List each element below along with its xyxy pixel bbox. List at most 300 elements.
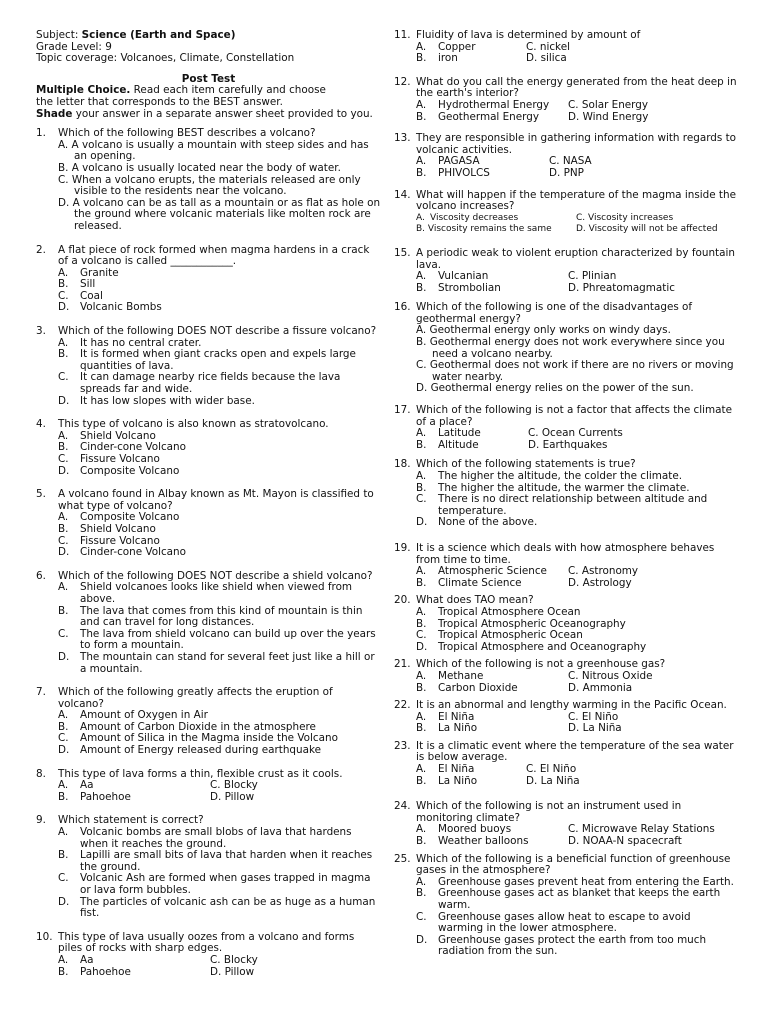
option-d[interactable] bbox=[58, 897, 381, 920]
option-letter: B. bbox=[416, 166, 427, 179]
option-text: Aa bbox=[80, 953, 94, 966]
option-letter: A. bbox=[58, 266, 69, 279]
option-text: Fissure Volcano bbox=[80, 453, 160, 465]
stem-text: Which of the following greatly affects the eruption of volcano? bbox=[58, 686, 333, 710]
question-number: 7. bbox=[36, 686, 46, 699]
question-11 bbox=[394, 30, 739, 65]
option-c[interactable]: C. Viscosity increases bbox=[576, 212, 674, 223]
option-c[interactable]: C. El Niño bbox=[568, 710, 619, 723]
option-text: Pahoehoe bbox=[80, 790, 131, 803]
stem-text: Which of the following is not a factor that affects the climate of a place? bbox=[416, 404, 732, 428]
option-letter: B. bbox=[416, 681, 427, 694]
instr-bold: Shade bbox=[36, 107, 73, 120]
option-letter: A. bbox=[416, 40, 427, 53]
option-d[interactable]: D. La Niña bbox=[526, 774, 580, 787]
question-number: 11. bbox=[394, 29, 411, 41]
option-letter: A. bbox=[416, 155, 427, 168]
option-letter: A. bbox=[58, 779, 69, 792]
question-number: 6. bbox=[36, 569, 46, 582]
option-d[interactable] bbox=[58, 745, 381, 757]
option-letter: A. bbox=[416, 212, 425, 223]
option-text: Methane bbox=[438, 669, 484, 682]
question-number: 22. bbox=[394, 699, 411, 712]
stem-text: What does TAO mean? bbox=[416, 594, 534, 607]
question-number: 8. bbox=[36, 767, 46, 780]
option-letter: A. bbox=[58, 429, 69, 442]
question-number: 5. bbox=[36, 488, 46, 501]
option-b[interactable] bbox=[416, 776, 526, 788]
option-text: There is no direct relationship between altitude and temperature. bbox=[438, 493, 708, 517]
option-letter: B. bbox=[58, 720, 69, 733]
option-letter: B. bbox=[58, 278, 69, 291]
grade-line: Grade Level: 9 bbox=[36, 40, 112, 53]
option-text: Shield volcanoes looks like shield when viewed from above. bbox=[80, 581, 353, 605]
option-text: Amount of Silica in the Magma inside the Volcano bbox=[80, 732, 338, 745]
option-letter: B. bbox=[416, 835, 427, 848]
option-letter: A. bbox=[416, 565, 427, 578]
option-d[interactable]: D. La Niña bbox=[568, 722, 622, 735]
question-number: 13. bbox=[394, 132, 411, 145]
option-text: Carbon Dioxide bbox=[438, 681, 518, 694]
option-b[interactable] bbox=[416, 112, 568, 124]
option-b[interactable]: B. A volcano is usually located near the body of water. bbox=[58, 161, 341, 174]
stem-text: It is an abnormal and lengthy warming in the Pacific Ocean. bbox=[416, 699, 727, 712]
option-letter: A. bbox=[58, 709, 69, 722]
question-20 bbox=[394, 595, 739, 653]
stem-text: A flat piece of rock formed when magma hardens in a crack of a volcano is called ____________. bbox=[58, 243, 370, 268]
option-text: PHIVOLCS bbox=[438, 166, 490, 179]
option-text: Composite Volcano bbox=[80, 464, 180, 477]
question-14 bbox=[394, 190, 739, 236]
question-stem bbox=[36, 245, 381, 268]
option-d[interactable] bbox=[58, 652, 381, 675]
option-text: Fissure Volcano bbox=[80, 534, 160, 547]
option-d[interactable]: D. Wind Energy bbox=[568, 110, 649, 123]
subject-line bbox=[36, 30, 381, 42]
option-b[interactable] bbox=[58, 850, 381, 873]
option-a[interactable] bbox=[416, 213, 576, 225]
option-b[interactable] bbox=[416, 283, 568, 295]
question-1 bbox=[36, 128, 381, 232]
question-7 bbox=[36, 687, 381, 757]
option-letter: B. bbox=[416, 281, 427, 294]
option-a[interactable] bbox=[58, 827, 381, 850]
option-b[interactable] bbox=[416, 888, 739, 911]
option-letter: A. bbox=[58, 336, 69, 349]
option-text: It has low slopes with wider base. bbox=[80, 394, 255, 407]
option-text: Aa bbox=[80, 779, 94, 792]
option-letter: A. bbox=[416, 710, 427, 723]
option-c[interactable]: C. Solar Energy bbox=[568, 98, 649, 111]
question-8 bbox=[36, 769, 381, 804]
option-letter: B. bbox=[416, 722, 427, 735]
option-text: Cinder-cone Volcano bbox=[80, 441, 186, 454]
question-stem bbox=[36, 128, 381, 140]
option-text: The lava that comes from this kind of mountain is thin and can travel for long distances. bbox=[80, 604, 363, 629]
option-c[interactable]: C. Blocky bbox=[210, 953, 258, 966]
option-b[interactable] bbox=[416, 53, 526, 65]
page-title: Post Test bbox=[181, 72, 236, 85]
option-letter: D. bbox=[58, 394, 70, 407]
question-2 bbox=[36, 245, 381, 315]
option-b[interactable] bbox=[416, 683, 568, 695]
option-letter: A. bbox=[416, 763, 427, 776]
option-letter: D. bbox=[58, 546, 70, 559]
question-6 bbox=[36, 571, 381, 675]
option-d[interactable]: D. Pillow bbox=[210, 965, 255, 978]
option-letter: C. bbox=[58, 872, 69, 885]
option-text: Copper bbox=[438, 40, 476, 53]
option-a[interactable] bbox=[58, 582, 381, 605]
question-21 bbox=[394, 659, 739, 694]
question-number: 23. bbox=[394, 739, 411, 752]
option-text: Amount of Carbon Dioxide in the atmosphere bbox=[80, 720, 316, 733]
question-15 bbox=[394, 248, 739, 294]
option-letter: B. bbox=[58, 849, 69, 862]
option-text: Shield Volcano bbox=[80, 429, 156, 442]
option-d[interactable]: D. Viscosity will not be affected bbox=[576, 224, 718, 235]
option-letter: A. bbox=[416, 875, 427, 888]
option-d[interactable] bbox=[416, 935, 739, 958]
question-number: 18. bbox=[394, 458, 411, 471]
option-letter: A. bbox=[416, 823, 427, 836]
option-d[interactable]: D. silica bbox=[526, 52, 567, 65]
option-text: Weather balloons bbox=[438, 835, 529, 848]
option-c[interactable]: C. Nitrous Oxide bbox=[568, 669, 653, 682]
option-text: PAGASA bbox=[438, 155, 480, 168]
stem-text: This type of lava forms a thin, flexible crust as it cools. bbox=[58, 767, 343, 780]
question-number: 15. bbox=[394, 246, 411, 259]
option-text: Volcanic bombs are small blobs of lava that hardens when it reaches the ground. bbox=[80, 826, 352, 850]
option-text: The higher the altitude, the warmer the climate. bbox=[438, 481, 690, 494]
option-letter: B. bbox=[416, 110, 427, 123]
option-letter: C. bbox=[58, 534, 69, 547]
question-number: 1. bbox=[36, 127, 46, 140]
question-number: 14. bbox=[394, 188, 411, 201]
option-text: Tropical Atmosphere Ocean bbox=[438, 605, 581, 618]
question-number: 16. bbox=[394, 301, 411, 314]
question-stem bbox=[394, 405, 739, 428]
question-number: 24. bbox=[394, 800, 411, 813]
option-text: Latitude bbox=[438, 427, 481, 440]
question-number: 10. bbox=[36, 930, 53, 943]
option-text: Coal bbox=[80, 289, 103, 302]
option-text: Sill bbox=[80, 278, 96, 291]
option-c[interactable]: C. NASA bbox=[549, 155, 592, 168]
option-letter: C. bbox=[58, 732, 69, 745]
option-letter: D. bbox=[58, 744, 70, 757]
option-d[interactable]: D. Ammonia bbox=[568, 681, 633, 694]
option-letter: A. bbox=[58, 581, 69, 594]
question-stem bbox=[36, 932, 381, 955]
option-text: Moored buoys bbox=[438, 823, 512, 836]
option-text: None of the above. bbox=[438, 516, 538, 529]
option-letter: B. bbox=[58, 790, 69, 803]
question-stem bbox=[394, 741, 739, 764]
stem-text: What do you call the energy generated from the heat deep in the earth's interior? bbox=[416, 75, 737, 100]
option-c[interactable]: C. Geothermal does not work if there are no rivers or moving water nearby. bbox=[416, 359, 734, 383]
option-text: Granite bbox=[80, 266, 119, 279]
option-text: Pahoehoe bbox=[80, 965, 131, 978]
option-text: Vulcanian bbox=[438, 270, 489, 283]
option-b[interactable] bbox=[58, 349, 381, 372]
option-text: El Niña bbox=[438, 763, 475, 776]
option-letter: B. bbox=[416, 52, 427, 65]
question-number: 19. bbox=[394, 541, 411, 554]
subject-label: Subject: bbox=[36, 29, 79, 41]
option-letter: B. bbox=[416, 576, 427, 589]
option-text: Cinder-cone Volcano bbox=[80, 546, 186, 559]
stem-text: This type of volcano is also known as stratovolcano. bbox=[58, 418, 329, 431]
instructions bbox=[36, 85, 381, 120]
option-d[interactable]: D. Earthquakes bbox=[528, 438, 608, 451]
question-number: 12. bbox=[394, 75, 411, 88]
stem-text: It is a climatic event where the temperature of the sea water is below average. bbox=[416, 739, 734, 764]
option-d[interactable] bbox=[58, 466, 381, 478]
option-text: Lapilli are small bits of lava that harden when it reaches the ground. bbox=[80, 849, 373, 873]
option-b[interactable] bbox=[58, 279, 381, 291]
option-letter: B. bbox=[58, 522, 69, 535]
option-text: Atmospheric Science bbox=[438, 565, 547, 578]
question-13 bbox=[394, 133, 739, 179]
option-c[interactable]: C. Blocky bbox=[210, 779, 258, 792]
stem-text: A volcano found in Albay known as Mt. Mayon is classified to what type of volcano? bbox=[58, 488, 374, 512]
option-letter: D. bbox=[416, 640, 428, 653]
option-text: Climate Science bbox=[438, 576, 522, 589]
stem-text: Which of the following DOES NOT describe a fissure volcano? bbox=[58, 325, 377, 338]
option-text: iron bbox=[438, 52, 458, 65]
question-22 bbox=[394, 700, 739, 735]
option-d[interactable] bbox=[58, 396, 381, 408]
question-number: 2. bbox=[36, 243, 46, 256]
question-25 bbox=[394, 854, 739, 958]
question-17 bbox=[394, 405, 739, 451]
option-letter: A. bbox=[416, 605, 427, 618]
option-d[interactable] bbox=[58, 547, 381, 559]
option-letter: C. bbox=[416, 493, 427, 506]
option-d[interactable] bbox=[58, 302, 381, 314]
option-a[interactable] bbox=[58, 268, 381, 280]
option-letter: C. bbox=[416, 629, 427, 642]
option-text: El Niña bbox=[438, 710, 475, 723]
option-text: Volcanic Bombs bbox=[80, 301, 162, 314]
option-letter: C. bbox=[58, 627, 69, 640]
option-text: La Niño bbox=[438, 722, 478, 735]
option-letter: B. bbox=[416, 617, 427, 630]
right-column bbox=[394, 30, 739, 958]
option-text: Greenhouse gases prevent heat from entering the Earth. bbox=[438, 875, 734, 888]
option-d[interactable]: D. A volcano can be as tall as a mountain or as flat as hole on the ground where volcanic materials like molten rock are released. bbox=[58, 196, 381, 232]
stem-text: Which of the following is one of the disadvantages of geothermal energy? bbox=[416, 301, 693, 325]
question-stem bbox=[36, 489, 381, 512]
question-10 bbox=[36, 932, 381, 978]
stem-text: Which of the following DOES NOT describe a shield volcano? bbox=[58, 569, 373, 582]
option-letter: A. bbox=[58, 953, 69, 966]
question-19 bbox=[394, 543, 739, 589]
option-a[interactable]: A. Geothermal energy only works on windy days. bbox=[416, 324, 671, 337]
stem-text: Which of the following BEST describes a volcano? bbox=[58, 127, 316, 140]
option-c[interactable]: C. nickel bbox=[526, 40, 570, 53]
option-letter: A. bbox=[416, 98, 427, 111]
question-stem bbox=[394, 302, 739, 325]
question-9 bbox=[36, 815, 381, 919]
option-letter: A. bbox=[58, 826, 69, 839]
instr-text: the letter that corresponds to the BEST answer. bbox=[36, 95, 283, 108]
option-d[interactable]: D. Astrology bbox=[568, 576, 632, 589]
option-d[interactable]: D. Geothermal energy relies on the power of the sun. bbox=[416, 382, 694, 395]
option-letter: D. bbox=[58, 895, 70, 908]
option-c[interactable] bbox=[416, 494, 739, 517]
option-d[interactable] bbox=[416, 642, 739, 654]
option-text: Tropical Atmospheric Oceanography bbox=[438, 617, 626, 630]
option-letter: D. bbox=[58, 464, 70, 477]
option-text: It can damage nearby rice fields because the lava spreads far and wide. bbox=[80, 371, 341, 396]
option-letter: B. bbox=[58, 441, 69, 454]
question-24 bbox=[394, 801, 739, 847]
option-text: The lava from shield volcano can build up over the years to form a mountain. bbox=[80, 627, 376, 652]
option-text: Geothermal Energy bbox=[438, 110, 539, 123]
option-c[interactable] bbox=[58, 873, 381, 896]
question-stem bbox=[394, 543, 739, 566]
option-text: Hydrothermal Energy bbox=[438, 98, 550, 111]
option-letter: A. bbox=[416, 427, 427, 440]
option-b[interactable] bbox=[416, 836, 568, 848]
option-text: It is formed when giant cracks open and expels large quantities of lava. bbox=[80, 348, 356, 372]
option-c[interactable]: C. Microwave Relay Stations bbox=[568, 823, 715, 836]
option-text: Composite Volcano bbox=[80, 511, 180, 524]
instr-text: your answer in a separate answer sheet provided to you. bbox=[72, 107, 373, 120]
option-letter: D. bbox=[58, 650, 70, 663]
option-b[interactable]: B. Viscosity remains the same bbox=[416, 224, 552, 235]
option-d[interactable]: D. Pillow bbox=[210, 790, 255, 803]
option-letter: B. bbox=[416, 887, 427, 900]
option-text: Amount of Energy released during earthquake bbox=[80, 744, 322, 757]
option-text: Tropical Atmosphere and Oceanography bbox=[438, 640, 647, 653]
question-4 bbox=[36, 419, 381, 477]
subject-value: Science (Earth and Space) bbox=[81, 29, 236, 41]
stem-text: Which of the following is not an instrument used in monitoring climate? bbox=[416, 800, 682, 824]
option-c[interactable]: C. When a volcano erupts, the materials released are only visible to the residents near the volcano. bbox=[58, 173, 361, 198]
option-text: The particles of volcanic ash can be as huge as a human fist. bbox=[80, 895, 376, 920]
question-number: 17. bbox=[394, 404, 411, 417]
topic-line: Topic coverage: Volcanoes, Climate, Constellation bbox=[36, 52, 295, 65]
option-text: Shield Volcano bbox=[80, 522, 156, 535]
question-number: 20. bbox=[394, 594, 411, 607]
option-text: Viscosity decreases bbox=[430, 212, 519, 223]
option-letter: C. bbox=[58, 453, 69, 465]
option-letter: D. bbox=[416, 933, 428, 946]
option-text: Greenhouse gases allow heat to escape to avoid warming in the lower atmosphere. bbox=[438, 910, 691, 935]
option-c[interactable]: C. Plinian bbox=[568, 270, 617, 283]
stem-text: What will happen if the temperature of the magma inside the volcano increases? bbox=[416, 188, 736, 213]
option-letter: C. bbox=[416, 910, 427, 923]
option-letter: A. bbox=[58, 511, 69, 524]
option-d[interactable]: D. Phreatomagmatic bbox=[568, 281, 675, 294]
question-stem bbox=[394, 801, 739, 824]
option-letter: D. bbox=[416, 516, 428, 529]
instr-text: Read each item carefully and choose bbox=[130, 84, 326, 97]
option-b[interactable] bbox=[416, 723, 568, 735]
question-stem bbox=[394, 133, 739, 156]
question-23 bbox=[394, 741, 739, 787]
question-stem bbox=[394, 190, 739, 213]
option-a[interactable]: A. A volcano is usually a mountain with steep sides and has an opening. bbox=[58, 138, 369, 163]
question-12 bbox=[394, 77, 739, 123]
option-d[interactable]: D. NOAA-N spacecraft bbox=[568, 835, 682, 848]
option-letter: B. bbox=[416, 481, 427, 494]
option-c[interactable] bbox=[416, 912, 739, 935]
question-3 bbox=[36, 326, 381, 407]
option-text: It has no central crater. bbox=[80, 336, 202, 349]
question-number: 4. bbox=[36, 418, 46, 431]
stem-text: Which of the following statements is true? bbox=[416, 458, 636, 471]
option-c[interactable] bbox=[58, 629, 381, 652]
question-number: 3. bbox=[36, 325, 46, 338]
option-c[interactable]: C. Ocean Currents bbox=[528, 427, 623, 440]
option-letter: B. bbox=[416, 438, 427, 451]
question-number: 21. bbox=[394, 658, 411, 671]
option-b[interactable] bbox=[58, 606, 381, 629]
stem-text: Which of the following is a beneficial function of greenhouse gases in the atmosphere? bbox=[416, 852, 731, 877]
question-18 bbox=[394, 459, 739, 529]
option-text: The mountain can stand for several feet just like a hill or a mountain. bbox=[80, 650, 375, 675]
question-5 bbox=[36, 489, 381, 559]
option-d[interactable]: D. PNP bbox=[549, 166, 584, 179]
option-text: The higher the altitude, the colder the climate. bbox=[438, 470, 683, 482]
option-letter: B. bbox=[58, 348, 69, 361]
question-number: 9. bbox=[36, 814, 46, 827]
option-c[interactable] bbox=[58, 372, 381, 395]
stem-text: Which statement is correct? bbox=[58, 814, 204, 827]
stem-text: A periodic weak to violent eruption characterized by fountain lava. bbox=[416, 246, 735, 271]
stem-text: Which of the following is not a greenhouse gas? bbox=[416, 658, 666, 671]
option-d[interactable] bbox=[416, 517, 739, 529]
option-text: Strombolian bbox=[438, 281, 501, 294]
option-letter: D. bbox=[58, 301, 70, 314]
option-b[interactable] bbox=[58, 792, 210, 804]
option-b[interactable]: B. Geothermal energy does not work everywhere since you need a volcano nearby. bbox=[416, 336, 725, 360]
option-text: Altitude bbox=[438, 438, 479, 451]
option-a[interactable] bbox=[416, 42, 526, 54]
option-text: Greenhouse gases protect the earth from too much radiation from the sun. bbox=[438, 933, 707, 958]
option-b[interactable] bbox=[58, 967, 210, 979]
stem-text: This type of lava usually oozes from a volcano and forms piles of rocks with sharp edges. bbox=[58, 930, 355, 955]
option-c[interactable]: C. El Niño bbox=[526, 763, 577, 776]
option-b[interactable] bbox=[416, 578, 568, 590]
stem-text: It is a science which deals with how atmosphere behaves from time to time. bbox=[416, 541, 715, 566]
option-letter: A. bbox=[416, 470, 427, 482]
option-b[interactable] bbox=[416, 168, 549, 180]
question-stem bbox=[36, 687, 381, 710]
option-letter: B. bbox=[58, 604, 69, 617]
stem-text: They are responsible in gathering information with regards to volcanic activities. bbox=[416, 132, 737, 156]
question-stem bbox=[394, 854, 739, 877]
option-c[interactable]: C. Astronomy bbox=[568, 565, 639, 578]
option-letter: C. bbox=[58, 371, 69, 384]
question-stem bbox=[394, 248, 739, 271]
option-text: Volcanic Ash are formed when gases trapped in magma or lava form bubbles. bbox=[80, 872, 371, 896]
option-letter: A. bbox=[416, 669, 427, 682]
option-text: Amount of Oxygen in Air bbox=[80, 709, 208, 722]
question-number: 25. bbox=[394, 852, 411, 865]
option-b[interactable] bbox=[416, 440, 528, 452]
instr-bold: Multiple Choice. bbox=[36, 84, 131, 97]
option-letter: B. bbox=[58, 965, 69, 978]
stem-text: Fluidity of lava is determined by amount of bbox=[416, 29, 641, 41]
option-text: La Niño bbox=[438, 774, 478, 787]
option-text: Tropical Atmospheric Ocean bbox=[438, 629, 583, 642]
option-letter: C. bbox=[58, 289, 69, 302]
